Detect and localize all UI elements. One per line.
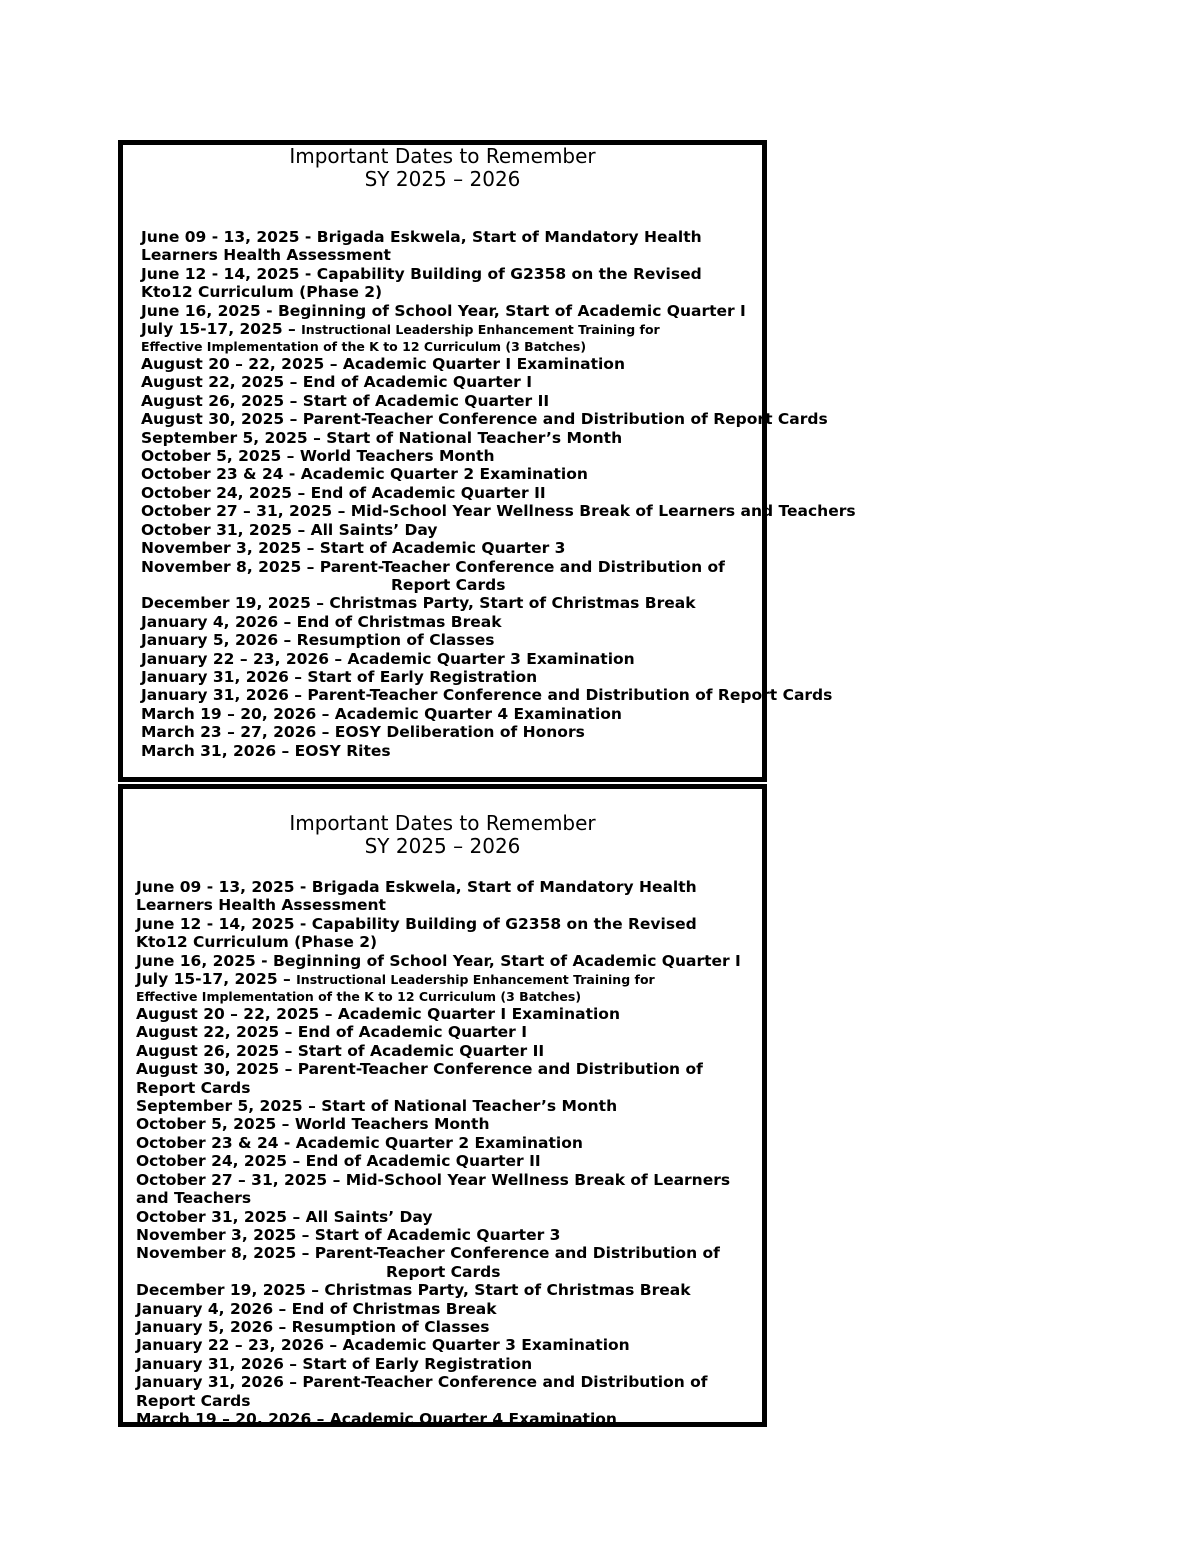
- date-entry: [141, 392, 901, 410]
- date-entry: [141, 484, 901, 502]
- date-entry-text: July 15-17, 2025 –: [136, 970, 297, 989]
- date-entry: [136, 1208, 776, 1226]
- date-entry-text: October 24, 2025 – End of Academic Quarter II: [141, 483, 546, 502]
- date-entry-text: December 19, 2025 – Christmas Party, Start of Christmas Break: [136, 1281, 691, 1300]
- date-entry: [136, 1373, 776, 1410]
- date-entry: [136, 1042, 776, 1060]
- date-entry: [136, 1300, 776, 1318]
- card-school-year: SY 2025 – 2026: [364, 834, 521, 858]
- date-entry: [136, 1115, 776, 1133]
- date-entry: [141, 265, 901, 302]
- date-entry: [136, 1355, 776, 1373]
- date-entry-text: August 22, 2025 – End of Academic Quarter I: [136, 1023, 527, 1042]
- date-entry-detail: Instructional Leadership Enhancement Training for: [296, 972, 655, 988]
- date-entry: [141, 355, 901, 373]
- date-entry: [136, 1097, 776, 1115]
- date-entry-text: November 3, 2025 – Start of Academic Quarter 3: [141, 539, 566, 558]
- date-entry-text: October 23 & 24 - Academic Quarter 2 Examination: [136, 1133, 583, 1152]
- date-entry-text: August 20 – 22, 2025 – Academic Quarter I Examination: [141, 355, 625, 374]
- date-entry-text: November 8, 2025 – Parent-Teacher Conference and Distribution of: [141, 557, 725, 576]
- date-entry-text: January 31, 2026 – Parent-Teacher Conference and Distribution of Report Cards: [141, 686, 833, 705]
- dates-list: [141, 228, 901, 760]
- date-entry-continued: Report Cards: [136, 1391, 251, 1410]
- date-entry-text: January 4, 2026 – End of Christmas Break: [141, 612, 502, 631]
- date-entry: [136, 1281, 776, 1299]
- date-entry-text: October 23 & 24 - Academic Quarter 2 Examination: [141, 465, 588, 484]
- date-entry-text: August 30, 2025 – Parent-Teacher Conference and Distribution of Report Cards: [141, 410, 828, 429]
- date-entry: [141, 650, 901, 668]
- date-entry: [141, 320, 901, 355]
- date-entry-text: October 5, 2025 – World Teachers Month: [141, 447, 495, 466]
- date-entry-continued: Report Cards: [136, 1078, 251, 1097]
- date-entry: [141, 228, 901, 265]
- date-entry-text: August 30, 2025 – Parent-Teacher Conference and Distribution of: [136, 1060, 703, 1079]
- date-entry-text: June 12 - 14, 2025 - Capability Building of G2358 on the Revised: [136, 914, 697, 933]
- date-entry-continued: Learners Health Assessment: [136, 896, 386, 915]
- date-entry: [136, 970, 776, 1005]
- date-entry-detail: Instructional Leadership Enhancement Training for: [301, 322, 660, 338]
- date-entry: [141, 373, 901, 391]
- date-entry-text: October 31, 2025 – All Saints’ Day: [141, 520, 438, 539]
- date-entry-text: March 23 – 27, 2026 – EOSY Deliberation of Honors: [141, 723, 585, 742]
- date-entry-text: June 09 - 13, 2025 - Brigada Eskwela, Start of Mandatory Health: [141, 228, 702, 246]
- date-entry-text: June 12 - 14, 2025 - Capability Building of G2358 on the Revised: [141, 264, 702, 283]
- date-entry-text: July 15-17, 2025 –: [141, 320, 302, 339]
- date-entry: [136, 1134, 776, 1152]
- date-entry-detail-continued: Effective Implementation of the K to 12 Curriculum (3 Batches): [136, 988, 582, 1004]
- date-entry-text: September 5, 2025 – Start of National Teacher’s Month: [136, 1097, 618, 1116]
- date-entry-text: August 20 – 22, 2025 – Academic Quarter I Examination: [136, 1005, 620, 1024]
- date-entry-continued: Learners Health Assessment: [141, 246, 391, 265]
- date-entry-text: March 19 – 20, 2026 – Academic Quarter 4 Examination: [141, 704, 622, 723]
- date-entry: [141, 742, 901, 760]
- dates-list: [136, 878, 776, 1428]
- date-entry: [141, 613, 901, 631]
- date-entry: [141, 502, 901, 520]
- card-heading: Important Dates to Remember: [289, 144, 596, 168]
- date-entry-continued: Kto12 Curriculum (Phase 2): [136, 933, 378, 952]
- date-entry: [141, 539, 901, 557]
- date-entry: [141, 410, 901, 428]
- date-entry: [141, 723, 901, 741]
- date-entry-text: November 3, 2025 – Start of Academic Quarter 3: [136, 1225, 561, 1244]
- date-entry-text: January 31, 2026 – Start of Early Registration: [141, 667, 538, 686]
- card-heading: Important Dates to Remember: [289, 811, 596, 835]
- date-entry: [141, 686, 901, 704]
- date-entry: [136, 1410, 776, 1428]
- date-entry: [136, 878, 776, 915]
- date-entry-text: October 27 – 31, 2025 – Mid-School Year Wellness Break of Learners: [136, 1170, 731, 1189]
- card-title: [123, 812, 762, 858]
- date-entry-text: January 5, 2026 – Resumption of Classes: [136, 1317, 490, 1336]
- dates-card-top: [118, 140, 856, 782]
- date-entry-text: March 31, 2026 – EOSY Rites: [141, 741, 391, 760]
- date-entry: [136, 1023, 776, 1041]
- date-entry-text: January 22 – 23, 2026 – Academic Quarter 3 Examination: [136, 1336, 630, 1355]
- date-entry-text: October 27 – 31, 2025 – Mid-School Year Wellness Break of Learners and Teachers: [141, 502, 856, 521]
- date-entry: [141, 429, 901, 447]
- date-entry-text: June 16, 2025 - Beginning of School Year, Start of Academic Quarter I: [141, 301, 746, 320]
- date-entry: [136, 915, 776, 952]
- date-entry: [141, 465, 901, 483]
- date-entry: [136, 1152, 776, 1170]
- date-entry: [141, 594, 901, 612]
- date-entry-text: January 5, 2026 – Resumption of Classes: [141, 631, 495, 650]
- date-entry-text: September 5, 2025 – Start of National Teacher’s Month: [141, 428, 623, 447]
- date-entry: [136, 1060, 776, 1097]
- date-entry-text: March 19 – 20, 2026 – Academic Quarter 4 Examination: [136, 1409, 617, 1428]
- date-entry: [136, 1171, 776, 1208]
- dates-card-bottom: [118, 784, 767, 1427]
- date-entry-continued: Report Cards: [391, 575, 506, 594]
- date-entry: [141, 631, 901, 649]
- date-entry-text: June 16, 2025 - Beginning of School Year, Start of Academic Quarter I: [136, 951, 741, 970]
- date-entry-text: June 09 - 13, 2025 - Brigada Eskwela, Start of Mandatory Health: [136, 878, 697, 896]
- date-entry-text: October 31, 2025 – All Saints’ Day: [136, 1207, 433, 1226]
- date-entry-continued: and Teachers: [136, 1189, 252, 1208]
- date-entry-text: October 5, 2025 – World Teachers Month: [136, 1115, 490, 1134]
- date-entry: [136, 1336, 776, 1354]
- date-entry-text: August 22, 2025 – End of Academic Quarter I: [141, 373, 532, 392]
- date-entry-detail-continued: Effective Implementation of the K to 12 Curriculum (3 Batches): [141, 338, 587, 354]
- date-entry: [141, 521, 901, 539]
- date-entry: [136, 1318, 776, 1336]
- date-entry-text: November 8, 2025 – Parent-Teacher Conference and Distribution of: [136, 1244, 720, 1263]
- date-entry-text: January 22 – 23, 2026 – Academic Quarter 3 Examination: [141, 649, 635, 668]
- date-entry: [136, 1244, 776, 1281]
- date-entry: [141, 705, 901, 723]
- date-entry: [141, 558, 901, 595]
- card-school-year: SY 2025 – 2026: [364, 167, 521, 191]
- date-entry-text: January 31, 2026 – Start of Early Registration: [136, 1354, 533, 1373]
- date-entry: [136, 952, 776, 970]
- date-entry: [141, 302, 901, 320]
- card-title: [123, 145, 762, 191]
- date-entry-text: August 26, 2025 – Start of Academic Quarter II: [136, 1041, 545, 1060]
- date-entry-continued: Report Cards: [386, 1262, 501, 1281]
- date-entry-continued: Kto12 Curriculum (Phase 2): [141, 283, 383, 302]
- date-entry: [141, 447, 901, 465]
- date-entry-text: January 31, 2026 – Parent-Teacher Conference and Distribution of: [136, 1373, 708, 1392]
- date-entry: [136, 1226, 776, 1244]
- date-entry: [141, 668, 901, 686]
- date-entry: [136, 1005, 776, 1023]
- date-entry-text: January 4, 2026 – End of Christmas Break: [136, 1299, 497, 1318]
- date-entry-text: August 26, 2025 – Start of Academic Quarter II: [141, 391, 550, 410]
- date-entry-text: December 19, 2025 – Christmas Party, Start of Christmas Break: [141, 594, 696, 613]
- date-entry-text: October 24, 2025 – End of Academic Quarter II: [136, 1152, 541, 1171]
